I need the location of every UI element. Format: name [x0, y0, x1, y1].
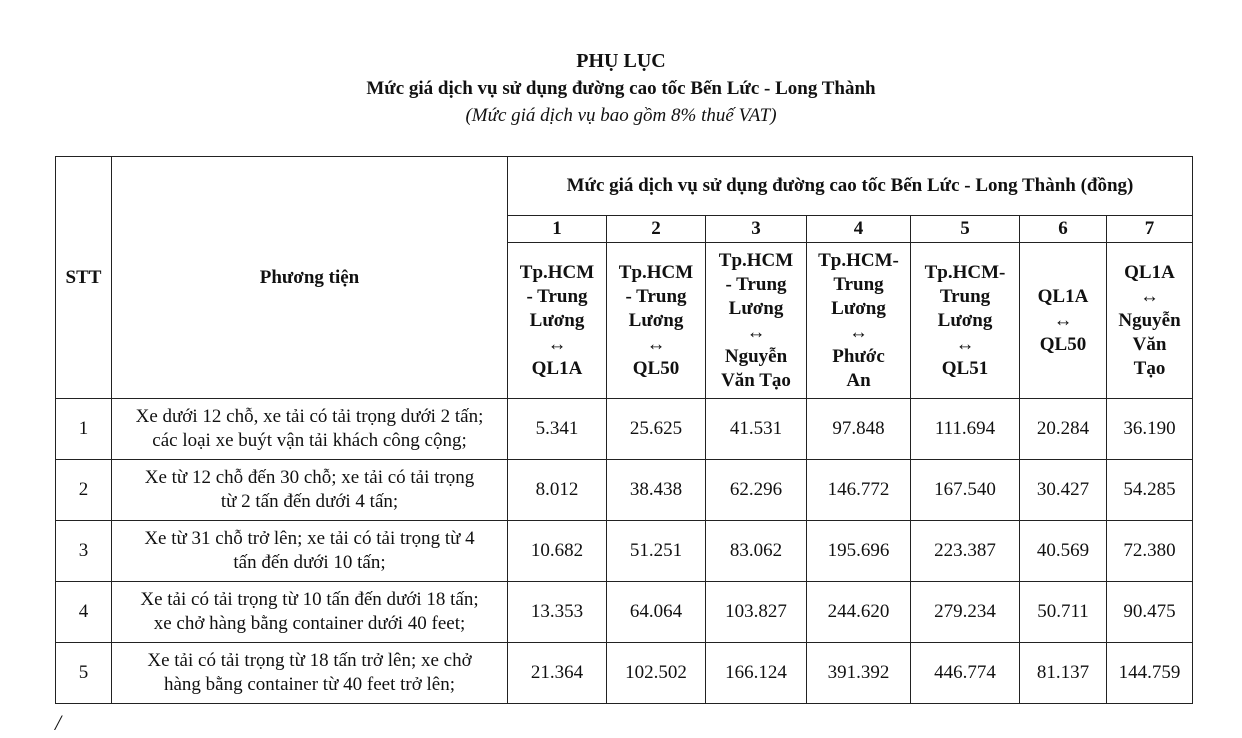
- column-number: 6: [1020, 216, 1107, 243]
- vehicle-line: Xe tải có tải trọng từ 10 tấn đến dưới 18 tấn;: [140, 589, 479, 610]
- table-row: [56, 460, 1193, 521]
- route-line: QL1A: [531, 357, 583, 379]
- route-line: An: [846, 369, 871, 391]
- route-line: Tp.HCM-: [924, 261, 1006, 283]
- price-cell: 20.284: [1020, 399, 1107, 460]
- price-cell: 36.190: [1107, 399, 1193, 460]
- route-line: Tp.HCM: [519, 261, 595, 283]
- vehicle-line: Xe từ 12 chỗ đến 30 chỗ; xe tải có tải trọng: [144, 467, 475, 488]
- route-line: Phước: [832, 345, 885, 367]
- route-line: ↔: [646, 333, 666, 355]
- price-cell: 51.251: [607, 521, 706, 582]
- route-line: - Trung: [725, 273, 787, 295]
- price-cell: 111.694: [911, 399, 1020, 460]
- row-stt: 5: [56, 643, 112, 704]
- route-line: ↔: [849, 321, 868, 343]
- vehicle-line: tấn đến dưới 10 tấn;: [233, 552, 386, 573]
- price-cell: 244.620: [807, 582, 911, 643]
- price-cell: 223.387: [911, 521, 1020, 582]
- price-cell: 5.341: [508, 399, 607, 460]
- vehicle-line: hàng bằng container từ 40 feet trở lên;: [164, 674, 455, 695]
- route-line: Trung: [939, 285, 991, 307]
- route-line: Tạo: [1133, 357, 1166, 379]
- price-cell: 54.285: [1107, 460, 1193, 521]
- price-cell: 50.711: [1020, 582, 1107, 643]
- route-header: [1020, 243, 1107, 399]
- price-cell: 103.827: [706, 582, 807, 643]
- price-cell: 195.696: [807, 521, 911, 582]
- price-cell: 30.427: [1020, 460, 1107, 521]
- route-line: Nguyễn: [724, 345, 788, 367]
- price-cell: 81.137: [1020, 643, 1107, 704]
- price-cell: 40.569: [1020, 521, 1107, 582]
- row-stt: 2: [56, 460, 112, 521]
- vehicle-line: từ 2 tấn đến dưới 4 tấn;: [220, 491, 399, 512]
- price-cell: 97.848: [807, 399, 911, 460]
- price-cell: 62.296: [706, 460, 807, 521]
- vehicle-description: [112, 643, 508, 704]
- route-line: ↔: [1140, 285, 1159, 307]
- column-number: 5: [911, 216, 1020, 243]
- appendix-note: (Mức giá dịch vụ bao gồm 8% thuế VAT): [465, 105, 777, 126]
- route-line: Tp.HCM: [618, 261, 694, 283]
- route-header: [706, 243, 807, 399]
- route-line: ↔: [1053, 309, 1073, 331]
- price-cell: 102.502: [607, 643, 706, 704]
- toll-price-table: [55, 156, 1193, 704]
- price-cell: 391.392: [807, 643, 911, 704]
- price-cell: 10.682: [508, 521, 607, 582]
- column-number: 7: [1107, 216, 1193, 243]
- route-line: Tp.HCM-: [818, 249, 899, 271]
- route-line: Văn Tạo: [721, 369, 791, 391]
- appendix-title: PHỤ LỤC: [576, 50, 666, 72]
- vehicle-line: Xe tải có tải trọng từ 18 tấn trở lên; xe chở: [147, 650, 472, 671]
- route-header: [607, 243, 706, 399]
- vehicle-line: Xe từ 31 chỗ trở lên; xe tải có tải trọng từ 4: [144, 528, 475, 549]
- route-line: Nguyễn: [1118, 309, 1181, 331]
- price-cell: 144.759: [1107, 643, 1193, 704]
- appendix-subtitle: Mức giá dịch vụ sử dụng đường cao tốc Bến Lức - Long Thành: [366, 78, 876, 99]
- route-line: - Trung: [526, 285, 588, 307]
- route-line: ↔: [547, 333, 567, 355]
- price-cell: 64.064: [607, 582, 706, 643]
- price-cell: 83.062: [706, 521, 807, 582]
- vehicle-description: [112, 399, 508, 460]
- column-number: 4: [807, 216, 911, 243]
- route-header: [508, 243, 607, 399]
- stt-header: STT: [56, 157, 112, 399]
- vehicle-description: [112, 460, 508, 521]
- vehicle-description: [112, 582, 508, 643]
- vehicle-header: Phương tiện: [112, 157, 508, 399]
- vehicle-line: các loại xe buýt vận tải khách công cộng;: [152, 430, 467, 451]
- price-cell: 72.380: [1107, 521, 1193, 582]
- price-cell: 90.475: [1107, 582, 1193, 643]
- route-line: Trung: [833, 273, 884, 295]
- column-number: 3: [706, 216, 807, 243]
- vehicle-line: Xe dưới 12 chỗ, xe tải có tải trọng dưới 2 tấn;: [135, 406, 484, 427]
- route-line: Lương: [937, 309, 993, 331]
- vehicle-line: xe chở hàng bằng container dưới 40 feet;: [153, 613, 466, 634]
- price-cell: 25.625: [607, 399, 706, 460]
- price-group-header: Mức giá dịch vụ sử dụng đường cao tốc Bến Lức - Long Thành (đồng): [508, 157, 1193, 216]
- route-header: [911, 243, 1020, 399]
- table-row: [56, 643, 1193, 704]
- row-stt: 1: [56, 399, 112, 460]
- price-cell: 279.234: [911, 582, 1020, 643]
- route-line: Lương: [628, 309, 684, 331]
- route-line: ↔: [746, 321, 766, 343]
- route-line: QL1A: [1124, 261, 1175, 283]
- price-cell: 446.774: [911, 643, 1020, 704]
- price-cell: 13.353: [508, 582, 607, 643]
- row-stt: 4: [56, 582, 112, 643]
- price-cell: 146.772: [807, 460, 911, 521]
- footer-mark: /: [55, 710, 62, 735]
- price-cell: 38.438: [607, 460, 706, 521]
- route-line: Văn: [1132, 333, 1167, 355]
- row-stt: 3: [56, 521, 112, 582]
- route-line: ↔: [955, 333, 975, 355]
- table-row: [56, 582, 1193, 643]
- route-header: [1107, 243, 1193, 399]
- route-header: [807, 243, 911, 399]
- vehicle-description: [112, 521, 508, 582]
- route-line: - Trung: [625, 285, 687, 307]
- price-cell: 41.531: [706, 399, 807, 460]
- route-line: Tp.HCM: [718, 249, 794, 271]
- route-line: QL51: [941, 357, 989, 379]
- route-line: Lương: [728, 297, 784, 319]
- price-cell: 8.012: [508, 460, 607, 521]
- column-number: 1: [508, 216, 607, 243]
- route-line: QL1A: [1037, 285, 1089, 307]
- table-row: [56, 521, 1193, 582]
- route-line: Lương: [831, 297, 886, 319]
- price-cell: 21.364: [508, 643, 607, 704]
- price-cell: 167.540: [911, 460, 1020, 521]
- column-number: 2: [607, 216, 706, 243]
- route-line: QL50: [632, 357, 680, 379]
- price-cell: 166.124: [706, 643, 807, 704]
- route-line: Lương: [529, 309, 585, 331]
- route-line: QL50: [1039, 333, 1087, 355]
- table-row: [56, 399, 1193, 460]
